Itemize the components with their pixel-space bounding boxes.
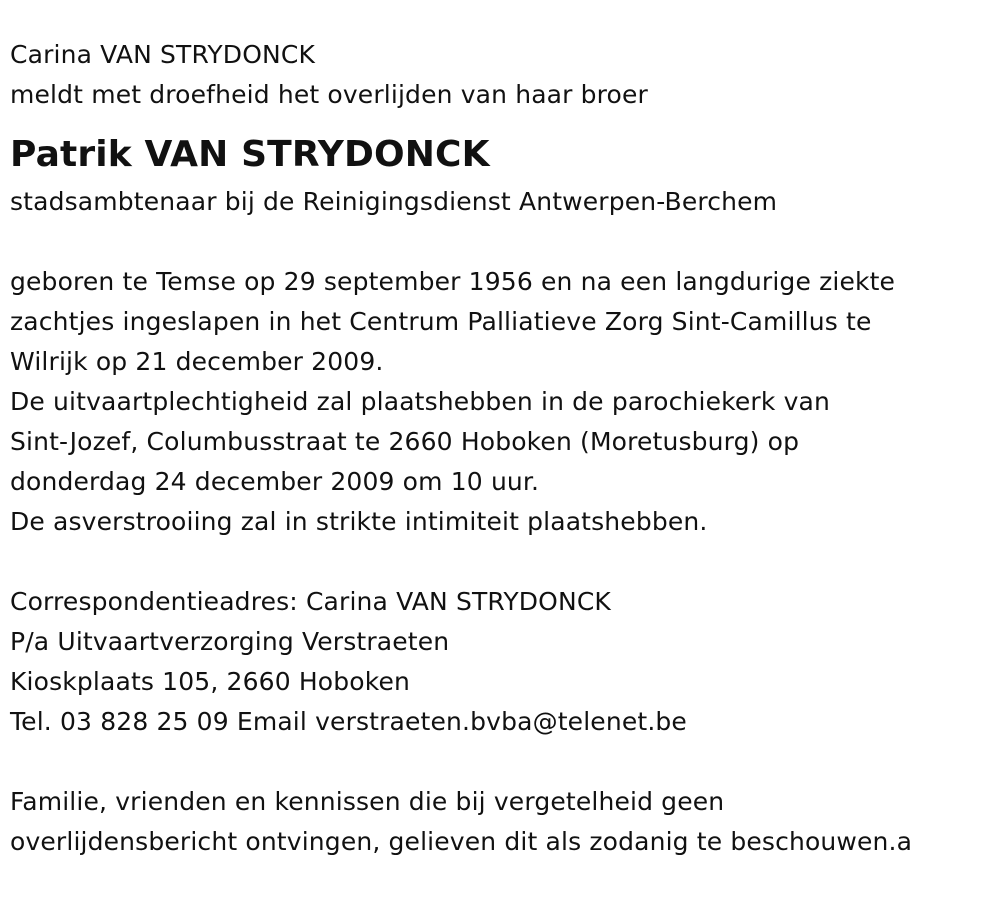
details-line: zachtjes ingeslapen in het Centrum Palliatieve Zorg Sint-Camillus te [10, 307, 872, 336]
obituary-notice [10, 35, 990, 862]
details-line: De uitvaartplechtigheid zal plaatshebben in de parochiekerk van [10, 387, 830, 416]
details-line: donderdag 24 december 2009 om 10 uur. [10, 467, 540, 496]
details-line: geboren te Temse op 29 september 1956 en na een langdurige ziekte [10, 267, 896, 296]
spacer [10, 542, 990, 582]
spacer [10, 742, 990, 782]
announcer-name: Carina VAN STRYDONCK [10, 40, 316, 69]
correspondence-line: Correspondentieadres: Carina VAN STRYDONCK [10, 587, 611, 616]
deceased-occupation: stadsambtenaar bij de Reinigingsdienst Antwerpen-Berchem [10, 187, 778, 216]
correspondence-line: Tel. 03 828 25 09 Email verstraeten.bvba@telenet.be [10, 707, 687, 736]
correspondence-section [10, 582, 990, 742]
closing-line: overlijdensbericht ontvingen, gelieven dit als zodanig te beschouwen.a [10, 827, 913, 856]
correspondence-line: Kioskplaats 105, 2660 Hoboken [10, 667, 410, 696]
closing-line: Familie, vrienden en kennissen die bij vergetelheid geen [10, 787, 725, 816]
correspondence-line: P/a Uitvaartverzorging Verstraeten [10, 627, 450, 656]
announcer-message: meldt met droefheid het overlijden van haar broer [10, 80, 648, 109]
details-line: Wilrijk op 21 december 2009. [10, 347, 384, 376]
details-line: Sint-Jozef, Columbusstraat te 2660 Hoboken (Moretusburg) op [10, 427, 800, 456]
closing-section [10, 782, 990, 862]
details-section [10, 262, 990, 542]
details-line: De asverstrooiing zal in strikte intimiteit plaatshebben. [10, 507, 708, 536]
deceased-name: Patrik VAN STRYDONCK [10, 134, 490, 175]
spacer [10, 222, 990, 262]
